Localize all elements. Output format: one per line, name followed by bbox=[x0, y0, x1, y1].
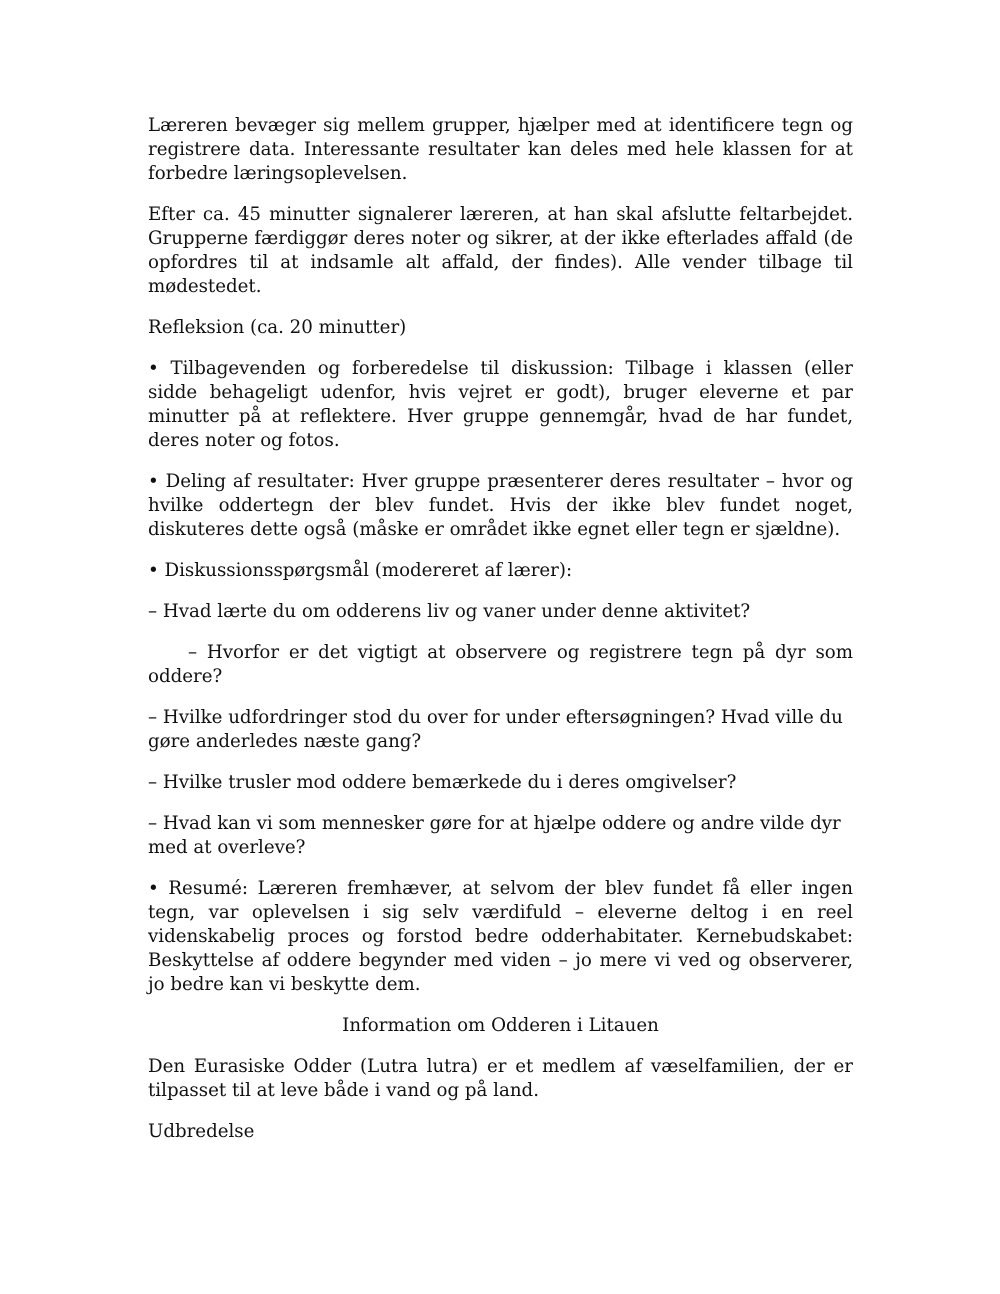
bullet-return-discussion: • Tilbagevenden og forberedelse til diskussion: Tilbage i klassen (eller sidde behageligt udenfor, hvis vejret er godt), bruger eleverne et par minutter på at reflektere. Hver gruppe gennemgår, hvad de har fundet, deres noter og fotos. bbox=[148, 358, 853, 451]
bullet-summary: • Resumé: Læreren fremhæver, at selvom der blev fundet få eller ingen tegn, var oplevelsen i sig selv værdifuld – eleverne deltog i en reel videnskabelig proces og forstod bedre odderhabitater. Kernebudskabet: Beskyttelse af oddere begynder med viden – jo mere vi ved og observerer, jo bedre kan vi beskytte dem. bbox=[148, 878, 853, 995]
section-title-otter-info: Information om Odderen i Litauen bbox=[342, 1015, 659, 1036]
document-page bbox=[148, 114, 853, 1161]
bullet-discussion-questions: • Diskussionsspørgsmål (modereret af lærer): bbox=[148, 560, 573, 581]
paragraph-end-fieldwork: Efter ca. 45 minutter signalerer læreren, at han skal afslutte feltarbejdet. Grupperne færdiggør deres noter og sikrer, at der ikke efterlades affald (de opfordres til at indsamle alt affald, der findes). Alle vender tilbage til mødestedet. bbox=[148, 204, 853, 297]
question-learned: – Hvad lærte du om odderens liv og vaner under denne aktivitet? bbox=[148, 601, 751, 622]
question-why-observe: – Hvorfor er det vigtigt at observere og registrere tegn på dyr som oddere? bbox=[148, 642, 853, 687]
question-help-wildlife: – Hvad kan vi som mennesker gøre for at hjælpe oddere og andre vilde dyr med at overleve? bbox=[148, 813, 841, 858]
bullet-share-results: • Deling af resultater: Hver gruppe præsenterer deres resultater – hvor og hvilke oddertegn der blev fundet. Hvis der ikke blev fundet noget, diskuteres dette også (måske er området ikke egnet eller tegn er sjældne). bbox=[148, 471, 853, 540]
section-heading-distribution: Udbredelse bbox=[148, 1121, 255, 1142]
paragraph-eurasian-otter: Den Eurasiske Odder (Lutra lutra) er et medlem af væselfamilien, der er tilpasset til at leve både i vand og på land. bbox=[148, 1056, 853, 1101]
question-threats: – Hvilke trusler mod oddere bemærkede du i deres omgivelser? bbox=[148, 772, 737, 793]
question-challenges: – Hvilke udfordringer stod du over for under eftersøgningen? Hvad ville du gøre anderledes næste gang? bbox=[148, 707, 843, 752]
paragraph-teacher-moves: Læreren bevæger sig mellem grupper, hjælper med at identificere tegn og registrere data. Interessante resultater kan deles med hele klassen for at forbedre læringsoplevelsen. bbox=[148, 115, 853, 184]
section-heading-reflection: Refleksion (ca. 20 minutter) bbox=[148, 317, 407, 338]
